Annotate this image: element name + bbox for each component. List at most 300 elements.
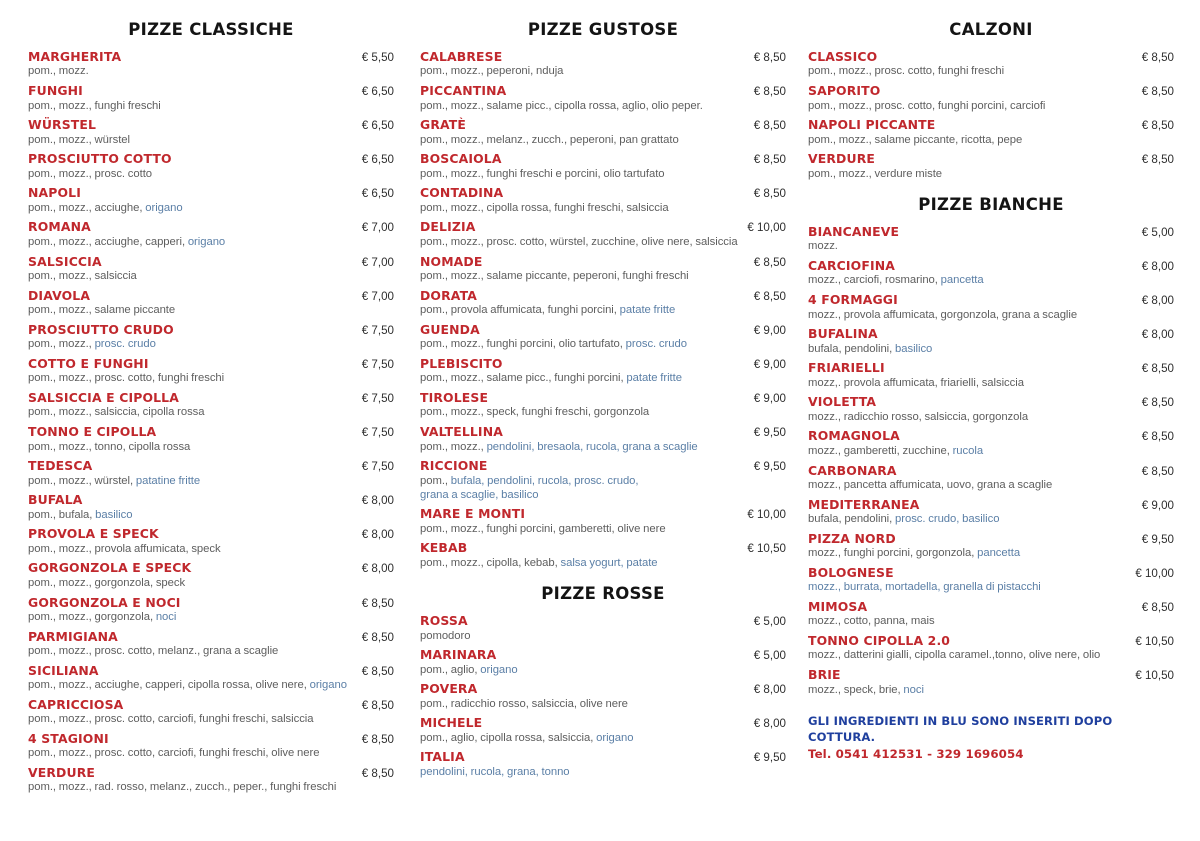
ingredient-after-cooking: patate fritte [626, 372, 682, 385]
menu-item[interactable] [808, 532, 1174, 561]
ingredient: pom., mozz., funghi porcini, olio tartufato, [420, 338, 626, 351]
menu-item-head [28, 289, 394, 303]
menu-item[interactable] [28, 596, 394, 625]
menu-item-head [420, 357, 786, 371]
ingredient: pom., mozz., gorgonzola, speck [28, 576, 186, 589]
menu-item-description [808, 342, 1174, 356]
menu-item-head [808, 225, 1174, 239]
ingredient: pom., mozz., cipolla, kebab, [420, 556, 561, 569]
menu-item-description [420, 731, 786, 745]
ingredient: mozz., provola affumicata, gorgonzola, grana a scaglie [808, 308, 1078, 321]
menu-item[interactable] [808, 84, 1174, 113]
ingredient: pom., aglio, cipolla rossa, salsiccia, [420, 731, 597, 744]
ingredient-after-cooking: salsa yogurt, patate [560, 556, 658, 569]
menu-item[interactable] [808, 464, 1174, 493]
menu-item[interactable] [28, 698, 394, 727]
menu-item[interactable] [420, 152, 786, 181]
ingredient-after-cooking: grana a scaglie, basilico [420, 488, 539, 501]
menu-item-name: SALSICCIA E CIPOLLA [28, 389, 179, 405]
ingredient: pom., mozz., tonno, cipolla rossa [28, 440, 191, 453]
ingredient: mozz,. provola affumicata, friarielli, salsiccia [808, 376, 1024, 389]
menu-item-price: € 9,00 [753, 323, 786, 337]
menu-item[interactable] [420, 459, 786, 502]
menu-item[interactable] [28, 152, 394, 181]
footer-note [808, 713, 1174, 764]
menu-item[interactable] [808, 600, 1174, 629]
menu-item-name: BIANCANEVE [808, 223, 900, 239]
menu-item-description [420, 440, 786, 454]
menu-item[interactable] [420, 391, 786, 420]
menu-item[interactable] [420, 357, 786, 386]
menu-item-head [28, 152, 394, 166]
ingredient-after-cooking: patatine fritte [135, 474, 201, 487]
menu-item-name: MARINARA [420, 647, 497, 663]
menu-item[interactable] [808, 566, 1174, 595]
menu-item[interactable] [28, 50, 394, 79]
menu-item-description [28, 99, 394, 113]
menu-item-price: € 10,50 [747, 542, 786, 556]
menu-item-price: € 8,50 [361, 698, 394, 712]
menu-item[interactable] [28, 459, 394, 488]
menu-item-head [420, 425, 786, 439]
menu-item[interactable] [28, 220, 394, 249]
menu-item-head [420, 152, 786, 166]
section-items-pizze-rosse [420, 614, 786, 779]
menu-item-head [808, 84, 1174, 98]
menu-item[interactable] [420, 323, 786, 352]
menu-item-head [28, 664, 394, 678]
menu-item-price: € 8,50 [361, 630, 394, 644]
menu-item-price: € 8,50 [361, 766, 394, 780]
menu-item-price: € 8,50 [753, 119, 786, 133]
menu-item-description [28, 64, 394, 78]
ingredient: pom., mozz., würstel [28, 133, 130, 146]
menu-item-description [28, 780, 394, 794]
menu-item-head [420, 716, 786, 730]
menu-item-price: € 8,50 [361, 596, 394, 610]
menu-item[interactable] [420, 50, 786, 79]
menu-item-head [28, 186, 394, 200]
menu-item-description [28, 440, 394, 454]
ingredient: pom., mozz., würstel, [28, 474, 136, 487]
menu-item[interactable] [808, 361, 1174, 390]
menu-item[interactable] [28, 493, 394, 522]
menu-item-name: PROVOLA E SPECK [28, 526, 159, 542]
menu-item-head [808, 50, 1174, 64]
ingredient: pom., provola affumicata, funghi porcini, [420, 304, 620, 317]
menu-item-description [808, 512, 1174, 526]
menu-item-head [420, 220, 786, 234]
menu-item-name: MEDITERRANEA [808, 496, 920, 512]
section-title-pizze-rosse: PIZZE ROSSE [541, 584, 665, 604]
menu-item-description [28, 712, 394, 726]
menu-item-price: € 8,50 [1141, 430, 1174, 444]
ingredient: pom., mozz., salame picc., cipolla rossa, aglio, olio peper. [420, 99, 703, 112]
section-items-calzoni [808, 50, 1174, 181]
ingredient: pom., mozz., salame piccante, peperoni, funghi freschi [420, 270, 689, 283]
ingredient-after-cooking: noci [903, 683, 924, 696]
menu-item-description [28, 610, 394, 624]
menu-item[interactable] [420, 682, 786, 711]
menu-item[interactable] [28, 561, 394, 590]
menu-column-3 [802, 14, 1182, 831]
menu-item[interactable] [28, 664, 394, 693]
ingredient: pom., mozz., melanz., zucch., peperoni, pan grattato [420, 133, 679, 146]
menu-item-price: € 8,50 [1141, 51, 1174, 64]
menu-item-description [420, 201, 786, 215]
ingredient: pom., mozz., verdure miste [808, 167, 943, 180]
ingredient: pom., mozz., gorgonzola, [28, 610, 156, 623]
menu-item-head [28, 732, 394, 746]
ingredient: mozz., radicchio rosso, salsiccia, gorgonzola [808, 410, 1029, 423]
menu-item-name: GORGONZOLA E SPECK [28, 560, 192, 576]
ingredient: pom., mozz., speck, funghi freschi, gorgonzola [420, 406, 650, 419]
menu-item-head [420, 541, 786, 555]
ingredient: pom., mozz., prosc. cotto, funghi freschi [28, 372, 225, 385]
menu-item[interactable] [28, 289, 394, 318]
menu-item-description [420, 99, 786, 113]
ingredient: pom., mozz., acciughe, capperi, [28, 235, 188, 248]
menu-item-description [808, 546, 1174, 560]
ingredient-after-cooking: origano [480, 663, 518, 676]
ingredient: pom., mozz., provola affumicata, speck [28, 542, 221, 555]
menu-item[interactable] [808, 395, 1174, 424]
menu-item-head [808, 566, 1174, 580]
menu-item[interactable] [420, 541, 786, 570]
menu-item-head [420, 459, 786, 473]
ingredient: pom., mozz., salsiccia, cipolla rossa [28, 406, 205, 419]
menu-item[interactable] [28, 255, 394, 284]
menu-item-head [420, 682, 786, 696]
menu-item-head [808, 293, 1174, 307]
menu-item-description [28, 644, 394, 658]
menu-item-price: € 8,00 [361, 494, 394, 508]
menu-item-description [420, 337, 786, 351]
menu-item[interactable] [808, 498, 1174, 527]
menu-item-head [420, 50, 786, 64]
menu-item-head [420, 614, 786, 628]
menu-item-price: € 6,50 [361, 153, 394, 167]
menu-item[interactable] [420, 425, 786, 454]
menu-item-price: € 5,00 [1141, 225, 1174, 239]
menu-item-description [420, 133, 786, 147]
menu-item-name: BOSCAIOLA [420, 151, 502, 167]
menu-item-head [420, 391, 786, 405]
ingredient: pom., mozz., peperoni, nduja [420, 65, 564, 78]
menu-item-price: € 7,50 [361, 357, 394, 371]
menu-item-head [420, 289, 786, 303]
menu-item-head [808, 152, 1174, 166]
menu-item-name: PROSCIUTTO CRUDO [28, 321, 174, 337]
section-items-pizze-bianche [808, 225, 1174, 697]
menu-item-description [420, 556, 786, 570]
menu-item-description [28, 405, 394, 419]
menu-item-head [420, 118, 786, 132]
ingredient: pom., mozz. [28, 65, 89, 78]
ingredient: pom., mozz., funghi freschi e porcini, olio tartufato [420, 167, 665, 180]
menu-item-price: € 7,50 [361, 391, 394, 405]
menu-item[interactable] [808, 634, 1174, 663]
menu-item-name: DELIZIA [420, 219, 476, 235]
menu-item-description [420, 235, 786, 249]
menu-item-name: TIROLESE [420, 389, 489, 405]
menu-item-head [420, 255, 786, 269]
menu-item-price: € 8,50 [1141, 153, 1174, 167]
ingredient: pom., mozz., salame piccante, ricotta, pepe [808, 133, 1023, 146]
menu-item-name: NOMADE [420, 253, 483, 269]
menu-item-name: BUFALA [28, 492, 83, 508]
menu-item-head [28, 391, 394, 405]
ingredient-after-cooking: prosc. crudo, basilico [895, 513, 1000, 526]
menu-item-name: ROMAGNOLA [808, 428, 900, 444]
menu-item-price: € 8,50 [1141, 85, 1174, 99]
menu-item-name: PLEBISCITO [420, 355, 503, 371]
ingredient: pom., mozz., prosc. cotto, carciofi, funghi freschi, olive nere [28, 747, 320, 760]
menu-item-name: GRATÈ [420, 117, 467, 133]
ingredient-after-cooking: prosc. crudo [94, 338, 156, 351]
menu-item-name: CARCIOFINA [808, 257, 895, 273]
menu-item[interactable] [28, 323, 394, 352]
menu-item[interactable] [808, 327, 1174, 356]
menu-item-description [28, 576, 394, 590]
menu-item-price: € 8,50 [1141, 362, 1174, 376]
ingredient: pom., mozz., [420, 440, 487, 453]
menu-item-price: € 10,00 [1135, 566, 1174, 580]
menu-item[interactable] [420, 507, 786, 536]
menu-item-head [28, 255, 394, 269]
ingredient-after-cooking: pendolini, bresaola, rucola, grana a scaglie [486, 440, 698, 453]
menu-item[interactable] [28, 118, 394, 147]
ingredient: pom., mozz., [28, 338, 95, 351]
menu-item-description [808, 444, 1174, 458]
menu-item-name: FRIARIELLI [808, 360, 885, 376]
menu-item-description [28, 371, 394, 385]
menu-item-price: € 8,50 [361, 664, 394, 678]
menu-item-description [420, 371, 786, 385]
ingredient-after-cooking: bufala, pendolini, rucola, prosc. crudo, [450, 474, 639, 487]
menu-item-price: € 5,00 [753, 649, 786, 663]
menu-item-name: CONTADINA [420, 185, 504, 201]
menu-item[interactable] [420, 750, 786, 779]
menu-item-name: MARE E MONTI [420, 506, 526, 522]
menu-item-head [28, 425, 394, 439]
menu-item-price: € 8,50 [1141, 600, 1174, 614]
menu-item-name: ROSSA [420, 613, 468, 629]
menu-item-description [28, 542, 394, 556]
menu-item-description [420, 522, 786, 536]
menu-item-name: PARMIGIANA [28, 628, 118, 644]
menu-item[interactable] [420, 289, 786, 318]
menu-item[interactable] [808, 152, 1174, 181]
menu-item-name: ROMANA [28, 219, 91, 235]
ingredient-after-cooking: patate fritte [619, 304, 676, 317]
menu-item[interactable] [28, 766, 394, 795]
menu-item-head [28, 493, 394, 507]
menu-item-description [420, 474, 786, 502]
menu-item-price: € 8,50 [753, 187, 786, 201]
menu-item[interactable] [420, 118, 786, 147]
menu-item[interactable] [420, 84, 786, 113]
menu-item-description [28, 235, 394, 249]
menu-item-price: € 10,50 [1135, 669, 1174, 683]
menu-item-name: NAPOLI PICCANTE [808, 117, 936, 133]
menu-item-head [28, 698, 394, 712]
menu-item-description [808, 99, 1174, 113]
menu-item[interactable] [420, 716, 786, 745]
ingredient: pom., mozz., funghi freschi [28, 99, 161, 112]
ingredient-after-cooking: prosc. crudo [625, 338, 687, 351]
menu-item[interactable] [420, 614, 786, 643]
ingredient-after-cooking: basilico [895, 342, 933, 355]
menu-item-head [420, 648, 786, 662]
menu-item[interactable] [28, 732, 394, 761]
menu-item-description [28, 133, 394, 147]
menu-item-head [28, 766, 394, 780]
menu-item-description [420, 629, 786, 643]
menu-item-name: TONNO E CIPOLLA [28, 424, 157, 440]
menu-item-price: € 8,50 [1141, 119, 1174, 133]
menu-item-description [808, 410, 1174, 424]
section-items-pizze-gustose [420, 50, 786, 570]
menu-item-price: € 8,50 [361, 732, 394, 746]
menu-item-description [808, 614, 1174, 628]
ingredient-after-cooking: origano [309, 679, 347, 692]
menu-item-name: MICHELE [420, 715, 483, 731]
section-title-calzoni: CALZONI [949, 20, 1033, 39]
menu-item[interactable] [28, 630, 394, 659]
menu-item[interactable] [28, 425, 394, 454]
menu-item-description [808, 308, 1174, 322]
menu-item[interactable] [420, 648, 786, 677]
menu-item-name: DIAVOLA [28, 287, 91, 303]
menu-item-head [420, 186, 786, 200]
ingredient-after-cooking: rucola [952, 444, 984, 457]
menu-item[interactable] [808, 429, 1174, 458]
ingredient: pom., mozz., prosc. cotto, melanz., grana a scaglie [28, 645, 279, 658]
menu-item-name: WÜRSTEL [28, 117, 97, 133]
menu-item-head [808, 118, 1174, 132]
menu-item-description [28, 474, 394, 488]
menu-item-price: € 9,50 [753, 460, 786, 474]
menu-item[interactable] [420, 220, 786, 249]
menu-item[interactable] [28, 527, 394, 556]
ingredient: pom., aglio, [420, 663, 481, 676]
menu-item-name: TEDESCA [28, 458, 93, 474]
menu-item-name: 4 FORMAGGI [808, 292, 898, 308]
menu-item[interactable] [808, 118, 1174, 147]
ingredient: mozz., pancetta affumicata, uovo, grana a scaglie [808, 479, 1053, 492]
menu-item-name: VERDURE [28, 764, 95, 780]
menu-item-description [28, 678, 394, 692]
menu-item-name: CARBONARA [808, 462, 897, 478]
ingredient: mozz., datterini gialli, cipolla caramel.,tonno, olive nere, olio [808, 649, 1101, 662]
menu-item[interactable] [808, 668, 1174, 697]
menu-item[interactable] [420, 186, 786, 215]
menu-item-price: € 5,50 [361, 51, 394, 64]
menu-item-name: KEBAB [420, 540, 468, 556]
phone-number[interactable]: Tel. 0541 412531 - 329 1696054 [808, 747, 1024, 762]
menu-item-price: € 9,00 [753, 357, 786, 371]
menu-item[interactable] [808, 225, 1174, 254]
menu-item-description [808, 239, 1174, 253]
ingredient: pom., [420, 474, 451, 487]
menu-item-description [420, 765, 786, 779]
menu-item-description [420, 167, 786, 181]
menu-item-price: € 7,00 [361, 289, 394, 303]
menu-item-price: € 8,50 [753, 51, 786, 64]
ingredient-after-cooking: noci [155, 610, 177, 623]
menu-item-name: PROSCIUTTO COTTO [28, 151, 172, 167]
menu-item-head [28, 527, 394, 541]
ingredient: mozz., funghi porcini, gorgonzola, [808, 547, 978, 560]
menu-item-price: € 8,00 [361, 528, 394, 542]
menu-item-name: PICCANTINA [420, 83, 507, 99]
menu-item-name: RICCIONE [420, 458, 488, 474]
menu-item[interactable] [28, 84, 394, 113]
menu-item-description [28, 337, 394, 351]
ingredient: bufala, pendolini, [808, 342, 896, 355]
menu-item-price: € 7,50 [361, 460, 394, 474]
menu-item-price: € 7,00 [361, 221, 394, 235]
menu-item-name: CALABRESE [420, 49, 503, 64]
menu-item-description [808, 683, 1174, 697]
menu-item-description [28, 746, 394, 760]
menu-item[interactable] [28, 391, 394, 420]
menu-item-head [28, 357, 394, 371]
menu-item[interactable] [808, 293, 1174, 322]
menu-item-name: SALSICCIA [28, 253, 102, 269]
ingredient: pom., mozz., prosc. cotto, würstel, zucchine, olive nere, salsiccia [420, 235, 738, 248]
menu-item-head [420, 750, 786, 764]
ingredient: pom., mozz., salsiccia [28, 270, 137, 283]
menu-item-price: € 8,50 [753, 85, 786, 99]
menu-item-head [808, 395, 1174, 409]
ingredient-after-cooking: mozz., burrata, mortadella, granella di pistacchi [808, 581, 1041, 594]
menu-item-head [808, 361, 1174, 375]
menu-item-name: SAPORITO [808, 83, 881, 99]
menu-item-head [808, 668, 1174, 682]
menu-item-description [420, 663, 786, 677]
menu-item-head [28, 50, 394, 64]
menu-item-price: € 8,50 [1141, 396, 1174, 410]
menu-item-price: € 9,50 [753, 426, 786, 440]
section-title-pizze-classiche: PIZZE CLASSICHE [128, 20, 294, 39]
ingredient-after-cooking: pancetta [940, 274, 984, 287]
menu-item-name: TONNO CIPOLLA 2.0 [808, 633, 951, 648]
ingredient-after-cooking: origano [187, 235, 226, 248]
section-title-pizze-bianche: PIZZE BIANCHE [918, 194, 1064, 214]
ingredient: pom., mozz., prosc. cotto [28, 167, 153, 180]
ingredient-after-cooking: pancetta [977, 547, 1021, 560]
menu-item[interactable] [420, 255, 786, 284]
menu-item-head [28, 459, 394, 473]
ingredient: pom., mozz., prosc. cotto, carciofi, funghi freschi, salsiccia [28, 713, 314, 726]
menu-item-name: MARGHERITA [28, 49, 122, 64]
menu-item-name: VERDURE [808, 151, 875, 167]
menu-item-price: € 8,50 [753, 289, 786, 303]
menu-item-description [808, 478, 1174, 492]
menu-item[interactable] [28, 186, 394, 215]
menu-item-description [28, 201, 394, 215]
menu-item[interactable] [808, 259, 1174, 288]
menu-item-name: ITALIA [420, 749, 465, 765]
menu-item[interactable] [28, 357, 394, 386]
menu-item-description [808, 273, 1174, 287]
menu-item[interactable] [808, 50, 1174, 79]
menu-item-head [420, 507, 786, 521]
menu-item-name: PIZZA NORD [808, 530, 896, 546]
menu-item-head [28, 561, 394, 575]
